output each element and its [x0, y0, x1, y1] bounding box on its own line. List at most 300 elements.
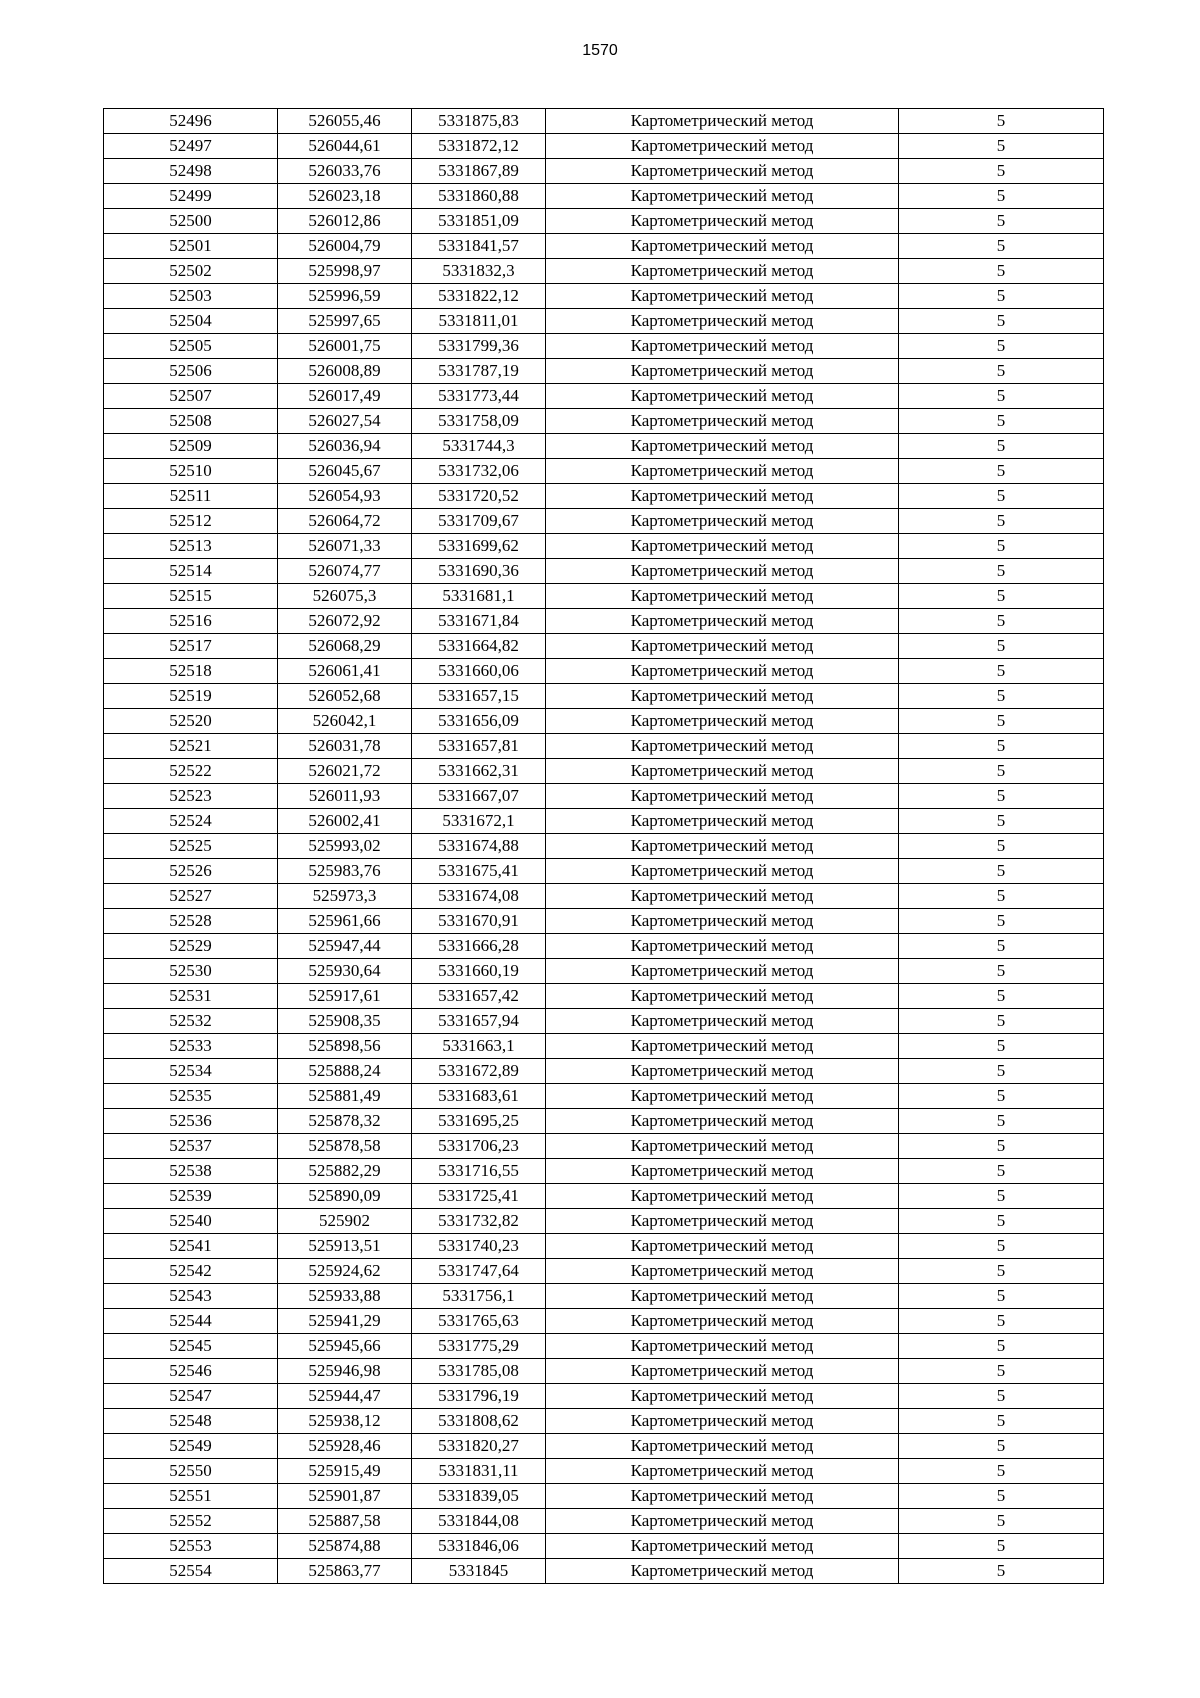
- y-coordinate-cell: 5331674,88: [412, 834, 546, 859]
- accuracy-cell: 5: [899, 584, 1104, 609]
- x-coordinate-cell: 525874,88: [278, 1534, 412, 1559]
- x-coordinate-cell: 525881,49: [278, 1084, 412, 1109]
- point-number-cell: 52518: [104, 659, 278, 684]
- y-coordinate-cell: 5331660,06: [412, 659, 546, 684]
- point-number-cell: 52517: [104, 634, 278, 659]
- table-row: [104, 734, 1104, 759]
- accuracy-cell: 5: [899, 434, 1104, 459]
- y-coordinate-cell: 5331671,84: [412, 609, 546, 634]
- x-coordinate-cell: 526021,72: [278, 759, 412, 784]
- y-coordinate-cell: 5331808,62: [412, 1409, 546, 1434]
- method-cell: Картометрический метод: [546, 959, 899, 984]
- x-coordinate-cell: 526008,89: [278, 359, 412, 384]
- method-cell: Картометрический метод: [546, 859, 899, 884]
- table-row: [104, 859, 1104, 884]
- accuracy-cell: 5: [899, 709, 1104, 734]
- accuracy-cell: 5: [899, 634, 1104, 659]
- y-coordinate-cell: 5331706,23: [412, 1134, 546, 1159]
- y-coordinate-cell: 5331732,06: [412, 459, 546, 484]
- y-coordinate-cell: 5331732,82: [412, 1209, 546, 1234]
- table-row: [104, 709, 1104, 734]
- table-row: [104, 959, 1104, 984]
- method-cell: Картометрический метод: [546, 884, 899, 909]
- accuracy-cell: 5: [899, 1459, 1104, 1484]
- method-cell: Картометрический метод: [546, 259, 899, 284]
- point-number-cell: 52510: [104, 459, 278, 484]
- point-number-cell: 52502: [104, 259, 278, 284]
- x-coordinate-cell: 526071,33: [278, 534, 412, 559]
- x-coordinate-cell: 525924,62: [278, 1259, 412, 1284]
- point-number-cell: 52509: [104, 434, 278, 459]
- y-coordinate-cell: 5331672,1: [412, 809, 546, 834]
- point-number-cell: 52541: [104, 1234, 278, 1259]
- table-row: [104, 934, 1104, 959]
- method-cell: Картометрический метод: [546, 934, 899, 959]
- coordinates-table-body: [104, 109, 1104, 1584]
- accuracy-cell: 5: [899, 1284, 1104, 1309]
- point-number-cell: 52536: [104, 1109, 278, 1134]
- point-number-cell: 52532: [104, 1009, 278, 1034]
- accuracy-cell: 5: [899, 1534, 1104, 1559]
- point-number-cell: 52533: [104, 1034, 278, 1059]
- x-coordinate-cell: 526074,77: [278, 559, 412, 584]
- point-number-cell: 52519: [104, 684, 278, 709]
- accuracy-cell: 5: [899, 1434, 1104, 1459]
- x-coordinate-cell: 526055,46: [278, 109, 412, 134]
- table-row: [104, 834, 1104, 859]
- x-coordinate-cell: 526075,3: [278, 584, 412, 609]
- x-coordinate-cell: 525913,51: [278, 1234, 412, 1259]
- accuracy-cell: 5: [899, 809, 1104, 834]
- point-number-cell: 52501: [104, 234, 278, 259]
- method-cell: Картометрический метод: [546, 459, 899, 484]
- table-row: [104, 1509, 1104, 1534]
- table-row: [104, 159, 1104, 184]
- point-number-cell: 52535: [104, 1084, 278, 1109]
- method-cell: Картометрический метод: [546, 734, 899, 759]
- table-row: [104, 1184, 1104, 1209]
- method-cell: Картометрический метод: [546, 284, 899, 309]
- y-coordinate-cell: 5331663,1: [412, 1034, 546, 1059]
- method-cell: Картометрический метод: [546, 1509, 899, 1534]
- x-coordinate-cell: 525887,58: [278, 1509, 412, 1534]
- y-coordinate-cell: 5331841,57: [412, 234, 546, 259]
- accuracy-cell: 5: [899, 359, 1104, 384]
- table-row: [104, 1309, 1104, 1334]
- point-number-cell: 52550: [104, 1459, 278, 1484]
- x-coordinate-cell: 526054,93: [278, 484, 412, 509]
- y-coordinate-cell: 5331657,94: [412, 1009, 546, 1034]
- table-row: [104, 359, 1104, 384]
- point-number-cell: 52539: [104, 1184, 278, 1209]
- point-number-cell: 52545: [104, 1334, 278, 1359]
- method-cell: Картометрический метод: [546, 1084, 899, 1109]
- accuracy-cell: 5: [899, 934, 1104, 959]
- table-row: [104, 434, 1104, 459]
- accuracy-cell: 5: [899, 409, 1104, 434]
- point-number-cell: 52543: [104, 1284, 278, 1309]
- table-row: [104, 1159, 1104, 1184]
- point-number-cell: 52547: [104, 1384, 278, 1409]
- accuracy-cell: 5: [899, 909, 1104, 934]
- accuracy-cell: 5: [899, 734, 1104, 759]
- table-row: [104, 1034, 1104, 1059]
- table-row: [104, 459, 1104, 484]
- page-number: 1570: [582, 42, 618, 59]
- accuracy-cell: 5: [899, 1384, 1104, 1409]
- accuracy-cell: 5: [899, 684, 1104, 709]
- point-number-cell: 52508: [104, 409, 278, 434]
- point-number-cell: 52515: [104, 584, 278, 609]
- table-row: [104, 684, 1104, 709]
- x-coordinate-cell: 526036,94: [278, 434, 412, 459]
- accuracy-cell: 5: [899, 509, 1104, 534]
- accuracy-cell: 5: [899, 1559, 1104, 1584]
- x-coordinate-cell: 525890,09: [278, 1184, 412, 1209]
- table-row: [104, 234, 1104, 259]
- y-coordinate-cell: 5331820,27: [412, 1434, 546, 1459]
- accuracy-cell: 5: [899, 484, 1104, 509]
- y-coordinate-cell: 5331720,52: [412, 484, 546, 509]
- y-coordinate-cell: 5331674,08: [412, 884, 546, 909]
- point-number-cell: 52534: [104, 1059, 278, 1084]
- point-number-cell: 52500: [104, 209, 278, 234]
- y-coordinate-cell: 5331657,42: [412, 984, 546, 1009]
- x-coordinate-cell: 526027,54: [278, 409, 412, 434]
- x-coordinate-cell: 525902: [278, 1209, 412, 1234]
- table-row: [104, 184, 1104, 209]
- method-cell: Картометрический метод: [546, 709, 899, 734]
- point-number-cell: 52511: [104, 484, 278, 509]
- accuracy-cell: 5: [899, 259, 1104, 284]
- accuracy-cell: 5: [899, 1234, 1104, 1259]
- x-coordinate-cell: 525908,35: [278, 1009, 412, 1034]
- y-coordinate-cell: 5331690,36: [412, 559, 546, 584]
- point-number-cell: 52549: [104, 1434, 278, 1459]
- table-row: [104, 909, 1104, 934]
- table-row: [104, 1134, 1104, 1159]
- method-cell: Картометрический метод: [546, 359, 899, 384]
- accuracy-cell: 5: [899, 984, 1104, 1009]
- method-cell: Картометрический метод: [546, 234, 899, 259]
- table-row: [104, 1284, 1104, 1309]
- x-coordinate-cell: 526044,61: [278, 134, 412, 159]
- x-coordinate-cell: 525917,61: [278, 984, 412, 1009]
- table-row: [104, 259, 1104, 284]
- table-row: [104, 209, 1104, 234]
- x-coordinate-cell: 525901,87: [278, 1484, 412, 1509]
- y-coordinate-cell: 5331845: [412, 1559, 546, 1584]
- table-row: [104, 1534, 1104, 1559]
- point-number-cell: 52514: [104, 559, 278, 584]
- method-cell: Картометрический метод: [546, 1059, 899, 1084]
- accuracy-cell: 5: [899, 1509, 1104, 1534]
- method-cell: Картометрический метод: [546, 309, 899, 334]
- method-cell: Картометрический метод: [546, 1159, 899, 1184]
- point-number-cell: 52538: [104, 1159, 278, 1184]
- y-coordinate-cell: 5331787,19: [412, 359, 546, 384]
- x-coordinate-cell: 526012,86: [278, 209, 412, 234]
- y-coordinate-cell: 5331666,28: [412, 934, 546, 959]
- method-cell: Картометрический метод: [546, 434, 899, 459]
- method-cell: Картометрический метод: [546, 109, 899, 134]
- method-cell: Картометрический метод: [546, 1259, 899, 1284]
- accuracy-cell: 5: [899, 1059, 1104, 1084]
- x-coordinate-cell: 526061,41: [278, 659, 412, 684]
- accuracy-cell: 5: [899, 1134, 1104, 1159]
- accuracy-cell: 5: [899, 159, 1104, 184]
- point-number-cell: 52498: [104, 159, 278, 184]
- table-row: [104, 1559, 1104, 1584]
- y-coordinate-cell: 5331799,36: [412, 334, 546, 359]
- accuracy-cell: 5: [899, 1209, 1104, 1234]
- accuracy-cell: 5: [899, 334, 1104, 359]
- method-cell: Картометрический метод: [546, 834, 899, 859]
- accuracy-cell: 5: [899, 884, 1104, 909]
- method-cell: Картометрический метод: [546, 1309, 899, 1334]
- point-number-cell: 52525: [104, 834, 278, 859]
- table-row: [104, 1434, 1104, 1459]
- table-row: [104, 884, 1104, 909]
- y-coordinate-cell: 5331860,88: [412, 184, 546, 209]
- y-coordinate-cell: 5331832,3: [412, 259, 546, 284]
- point-number-cell: 52548: [104, 1409, 278, 1434]
- method-cell: Картометрический метод: [546, 684, 899, 709]
- point-number-cell: 52528: [104, 909, 278, 934]
- y-coordinate-cell: 5331773,44: [412, 384, 546, 409]
- y-coordinate-cell: 5331822,12: [412, 284, 546, 309]
- method-cell: Картометрический метод: [546, 1009, 899, 1034]
- y-coordinate-cell: 5331846,06: [412, 1534, 546, 1559]
- y-coordinate-cell: 5331683,61: [412, 1084, 546, 1109]
- table-row: [104, 109, 1104, 134]
- method-cell: Картометрический метод: [546, 559, 899, 584]
- table-row: [104, 1459, 1104, 1484]
- method-cell: Картометрический метод: [546, 984, 899, 1009]
- x-coordinate-cell: 526068,29: [278, 634, 412, 659]
- accuracy-cell: 5: [899, 1259, 1104, 1284]
- table-row: [104, 1359, 1104, 1384]
- method-cell: Картометрический метод: [546, 1459, 899, 1484]
- x-coordinate-cell: 525998,97: [278, 259, 412, 284]
- point-number-cell: 52551: [104, 1484, 278, 1509]
- accuracy-cell: 5: [899, 184, 1104, 209]
- method-cell: Картометрический метод: [546, 1334, 899, 1359]
- method-cell: Картометрический метод: [546, 409, 899, 434]
- point-number-cell: 52505: [104, 334, 278, 359]
- point-number-cell: 52521: [104, 734, 278, 759]
- method-cell: Картометрический метод: [546, 334, 899, 359]
- table-row: [104, 1209, 1104, 1234]
- method-cell: Картометрический метод: [546, 1534, 899, 1559]
- point-number-cell: 52544: [104, 1309, 278, 1334]
- accuracy-cell: 5: [899, 784, 1104, 809]
- accuracy-cell: 5: [899, 384, 1104, 409]
- accuracy-cell: 5: [899, 1184, 1104, 1209]
- x-coordinate-cell: 526033,76: [278, 159, 412, 184]
- x-coordinate-cell: 525946,98: [278, 1359, 412, 1384]
- x-coordinate-cell: 525961,66: [278, 909, 412, 934]
- accuracy-cell: 5: [899, 284, 1104, 309]
- point-number-cell: 52542: [104, 1259, 278, 1284]
- method-cell: Картометрический метод: [546, 484, 899, 509]
- table-row: [104, 509, 1104, 534]
- y-coordinate-cell: 5331657,81: [412, 734, 546, 759]
- y-coordinate-cell: 5331670,91: [412, 909, 546, 934]
- table-row: [104, 384, 1104, 409]
- y-coordinate-cell: 5331664,82: [412, 634, 546, 659]
- table-row: [104, 634, 1104, 659]
- y-coordinate-cell: 5331867,89: [412, 159, 546, 184]
- y-coordinate-cell: 5331660,19: [412, 959, 546, 984]
- table-row: [104, 334, 1104, 359]
- accuracy-cell: 5: [899, 1309, 1104, 1334]
- method-cell: Картометрический метод: [546, 184, 899, 209]
- point-number-cell: 52516: [104, 609, 278, 634]
- method-cell: Картометрический метод: [546, 384, 899, 409]
- method-cell: Картометрический метод: [546, 1359, 899, 1384]
- x-coordinate-cell: 526045,67: [278, 459, 412, 484]
- x-coordinate-cell: 525983,76: [278, 859, 412, 884]
- method-cell: Картометрический метод: [546, 134, 899, 159]
- y-coordinate-cell: 5331716,55: [412, 1159, 546, 1184]
- method-cell: Картометрический метод: [546, 1234, 899, 1259]
- y-coordinate-cell: 5331839,05: [412, 1484, 546, 1509]
- x-coordinate-cell: 525938,12: [278, 1409, 412, 1434]
- accuracy-cell: 5: [899, 1484, 1104, 1509]
- method-cell: Картометрический метод: [546, 1284, 899, 1309]
- y-coordinate-cell: 5331709,67: [412, 509, 546, 534]
- accuracy-cell: 5: [899, 1034, 1104, 1059]
- y-coordinate-cell: 5331765,63: [412, 1309, 546, 1334]
- x-coordinate-cell: 526002,41: [278, 809, 412, 834]
- point-number-cell: 52512: [104, 509, 278, 534]
- y-coordinate-cell: 5331747,64: [412, 1259, 546, 1284]
- y-coordinate-cell: 5331756,1: [412, 1284, 546, 1309]
- accuracy-cell: 5: [899, 1109, 1104, 1134]
- method-cell: Картометрический метод: [546, 784, 899, 809]
- method-cell: Картометрический метод: [546, 1134, 899, 1159]
- accuracy-cell: 5: [899, 534, 1104, 559]
- method-cell: Картометрический метод: [546, 1384, 899, 1409]
- method-cell: Картометрический метод: [546, 1209, 899, 1234]
- y-coordinate-cell: 5331725,41: [412, 1184, 546, 1209]
- point-number-cell: 52513: [104, 534, 278, 559]
- x-coordinate-cell: 526064,72: [278, 509, 412, 534]
- x-coordinate-cell: 525888,24: [278, 1059, 412, 1084]
- coordinates-table: [103, 108, 1104, 1584]
- accuracy-cell: 5: [899, 659, 1104, 684]
- table-row: [104, 1259, 1104, 1284]
- point-number-cell: 52553: [104, 1534, 278, 1559]
- point-number-cell: 52520: [104, 709, 278, 734]
- method-cell: Картометрический метод: [546, 1184, 899, 1209]
- table-row: [104, 484, 1104, 509]
- table-row: [104, 784, 1104, 809]
- accuracy-cell: 5: [899, 1359, 1104, 1384]
- x-coordinate-cell: 526031,78: [278, 734, 412, 759]
- x-coordinate-cell: 526004,79: [278, 234, 412, 259]
- y-coordinate-cell: 5331667,07: [412, 784, 546, 809]
- x-coordinate-cell: 525878,32: [278, 1109, 412, 1134]
- x-coordinate-cell: 526072,92: [278, 609, 412, 634]
- x-coordinate-cell: 525973,3: [278, 884, 412, 909]
- x-coordinate-cell: 525898,56: [278, 1034, 412, 1059]
- y-coordinate-cell: 5331875,83: [412, 109, 546, 134]
- table-row: [104, 1084, 1104, 1109]
- accuracy-cell: 5: [899, 559, 1104, 584]
- x-coordinate-cell: 525947,44: [278, 934, 412, 959]
- point-number-cell: 52540: [104, 1209, 278, 1234]
- point-number-cell: 52546: [104, 1359, 278, 1384]
- y-coordinate-cell: 5331851,09: [412, 209, 546, 234]
- accuracy-cell: 5: [899, 759, 1104, 784]
- y-coordinate-cell: 5331662,31: [412, 759, 546, 784]
- table-row: [104, 309, 1104, 334]
- point-number-cell: 52496: [104, 109, 278, 134]
- y-coordinate-cell: 5331758,09: [412, 409, 546, 434]
- method-cell: Картометрический метод: [546, 909, 899, 934]
- y-coordinate-cell: 5331872,12: [412, 134, 546, 159]
- x-coordinate-cell: 525915,49: [278, 1459, 412, 1484]
- x-coordinate-cell: 525928,46: [278, 1434, 412, 1459]
- table-row: [104, 134, 1104, 159]
- point-number-cell: 52507: [104, 384, 278, 409]
- table-row: [104, 809, 1104, 834]
- point-number-cell: 52503: [104, 284, 278, 309]
- table-row: [104, 534, 1104, 559]
- method-cell: Картометрический метод: [546, 1434, 899, 1459]
- table-row: [104, 609, 1104, 634]
- accuracy-cell: 5: [899, 109, 1104, 134]
- method-cell: Картометрический метод: [546, 1559, 899, 1584]
- x-coordinate-cell: 525997,65: [278, 309, 412, 334]
- x-coordinate-cell: 526017,49: [278, 384, 412, 409]
- y-coordinate-cell: 5331695,25: [412, 1109, 546, 1134]
- table-row: [104, 1234, 1104, 1259]
- table-row: [104, 1384, 1104, 1409]
- y-coordinate-cell: 5331740,23: [412, 1234, 546, 1259]
- table-row: [104, 1484, 1104, 1509]
- point-number-cell: 52531: [104, 984, 278, 1009]
- method-cell: Картометрический метод: [546, 1484, 899, 1509]
- x-coordinate-cell: 526001,75: [278, 334, 412, 359]
- table-row: [104, 559, 1104, 584]
- table-row: [104, 759, 1104, 784]
- accuracy-cell: 5: [899, 1334, 1104, 1359]
- method-cell: Картометрический метод: [546, 1034, 899, 1059]
- point-number-cell: 52497: [104, 134, 278, 159]
- table-row: [104, 284, 1104, 309]
- method-cell: Картометрический метод: [546, 1409, 899, 1434]
- accuracy-cell: 5: [899, 209, 1104, 234]
- y-coordinate-cell: 5331675,41: [412, 859, 546, 884]
- y-coordinate-cell: 5331744,3: [412, 434, 546, 459]
- y-coordinate-cell: 5331796,19: [412, 1384, 546, 1409]
- accuracy-cell: 5: [899, 459, 1104, 484]
- x-coordinate-cell: 525933,88: [278, 1284, 412, 1309]
- point-number-cell: 52499: [104, 184, 278, 209]
- point-number-cell: 52526: [104, 859, 278, 884]
- point-number-cell: 52537: [104, 1134, 278, 1159]
- y-coordinate-cell: 5331657,15: [412, 684, 546, 709]
- method-cell: Картометрический метод: [546, 509, 899, 534]
- point-number-cell: 52530: [104, 959, 278, 984]
- y-coordinate-cell: 5331699,62: [412, 534, 546, 559]
- y-coordinate-cell: 5331681,1: [412, 584, 546, 609]
- point-number-cell: 52527: [104, 884, 278, 909]
- method-cell: Картометрический метод: [546, 809, 899, 834]
